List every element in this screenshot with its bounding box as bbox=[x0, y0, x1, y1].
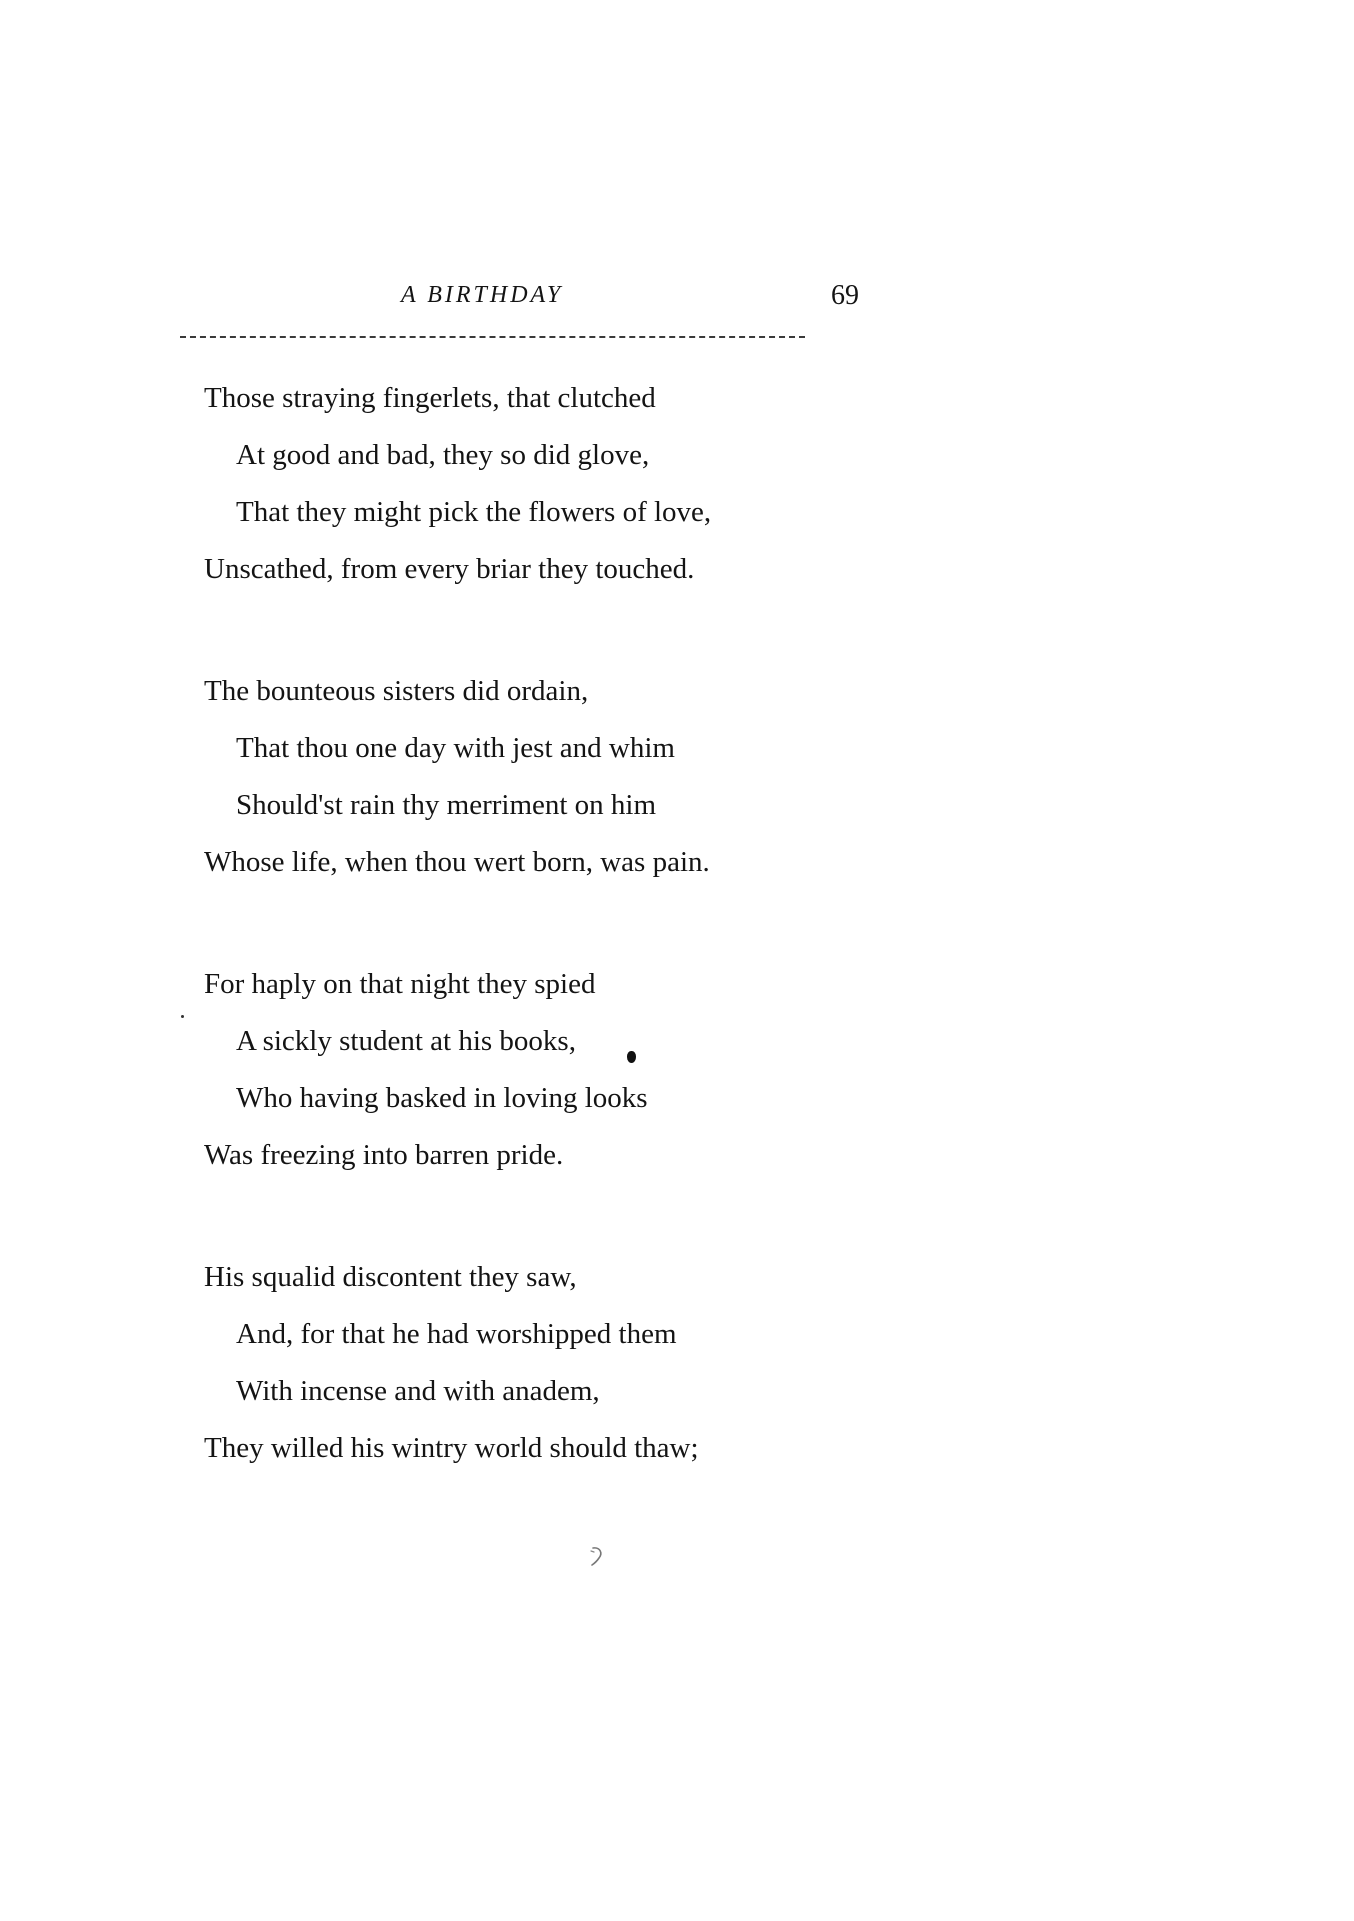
verse-line: Unscathed, from every briar they touched. bbox=[204, 553, 695, 585]
verse-line: Those straying fingerlets, that clutched bbox=[204, 382, 656, 414]
verse-line: For haply on that night they spied bbox=[204, 968, 596, 1000]
running-head bbox=[180, 282, 870, 322]
stanza bbox=[204, 370, 904, 598]
page-number: 69 bbox=[831, 280, 859, 311]
stanza bbox=[204, 663, 904, 891]
verse-line: Should'st rain thy merriment on him bbox=[236, 789, 657, 821]
verse-line: That thou one day with jest and whim bbox=[236, 732, 675, 764]
verse-line: The bounteous sisters did ordain, bbox=[204, 675, 589, 707]
running-title: A BIRTHDAY bbox=[401, 282, 564, 308]
margin-speck bbox=[181, 1015, 184, 1018]
poem-body bbox=[204, 370, 904, 1542]
verse-line: A sickly student at his books, bbox=[236, 1025, 576, 1057]
verse-line: Who having basked in loving looks bbox=[236, 1082, 648, 1114]
verse-line: That they might pick the flowers of love, bbox=[236, 496, 712, 528]
ink-blot bbox=[627, 1051, 636, 1063]
verse-line: They willed his wintry world should thaw; bbox=[204, 1432, 699, 1464]
verse-line: Whose life, when thou wert born, was pain. bbox=[204, 846, 710, 878]
header-rule bbox=[180, 336, 805, 338]
verse-line: At good and bad, they so did glove, bbox=[236, 439, 650, 471]
page-mark-glyph bbox=[588, 1544, 608, 1568]
verse-line: His squalid discontent they saw, bbox=[204, 1261, 577, 1293]
verse-line: Was freezing into barren pride. bbox=[204, 1139, 564, 1171]
verse-line: With incense and with anadem, bbox=[236, 1375, 600, 1407]
stanza bbox=[204, 956, 904, 1184]
stanza bbox=[204, 1249, 904, 1477]
verse-line: And, for that he had worshipped them bbox=[236, 1318, 677, 1350]
